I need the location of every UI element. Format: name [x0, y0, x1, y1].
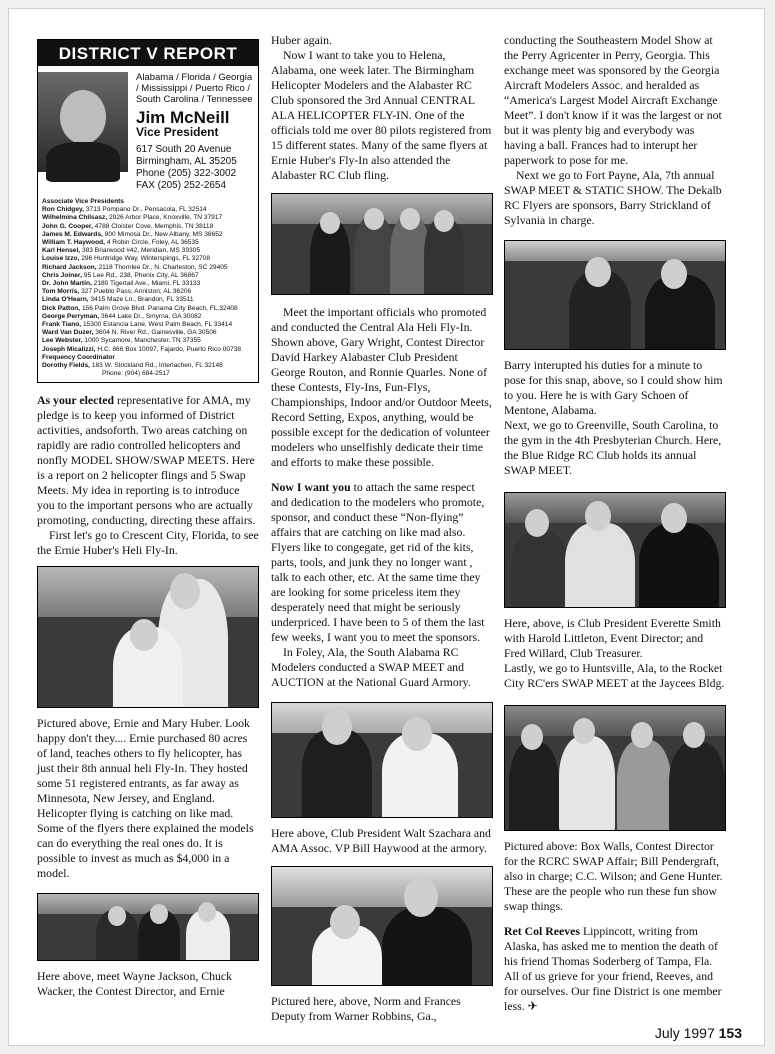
vp-phone: Phone (205) 322-3002 [136, 168, 237, 179]
paragraph-huntsville: Lastly, we go to Huntsville, Ala, to the Rocket City RC'ers SWAP MEET at the Jaycees Bldg. [504, 661, 725, 690]
associate-entry: Karl Hensel, 383 Briarwood #42, Meridian, MS 39305 [42, 247, 200, 255]
associate-list [38, 196, 258, 378]
caption-jackson: Here above, meet Wayne Jackson, Chuck Wacker, the Contest Director, and Ernie [37, 969, 233, 999]
caption-walls: Pictured above: Box Walls, Contest Director for the RCRC SWAP Affair; Bill Pendergraft, also in charge; C.C. Wilson; and Gene Hunter. These are the people who run these fun show swap things. [504, 839, 723, 913]
district-report-box [37, 39, 259, 383]
associate-entry: Frank Tiano, 15300 Estancia Lane, West Palm Beach, FL 33414 [42, 321, 233, 329]
paragraph-respect: Now I want you to attach the same respect and dedication to the modelers who promote, sponsor, and conduct these “Non-flying” affairs that are catching on like mad also. Flyers like to congegate, get rid of the kits, parts, tools, and junk they no longer want , talk to each other, etc. At the same time they are looking for some priceless item they desperately need that might be seriously underpriced. I have been to 5 of them the last few weeks, I want you to meet the sponsors. [271, 480, 485, 644]
paragraph-crescent-city: First let's go to Crescent City, Florida, to see the Ernie Huber's Heli Fly-In. [37, 528, 259, 558]
caption-barry: Barry interupted his duties for a minute to pose for this snap, above, so I could show him to you. Here he is with Gary Schoen of Mentone, Alabama. [504, 358, 723, 417]
district-states: Alabama / Florida / Georgia / Mississippi / Puerto Rico / South Carolina / Tennessee [136, 72, 253, 105]
frequency-heading: Frequency Coordinator [42, 353, 115, 361]
associate-entry: James M. Edwards, 800 Mimosa Dr., New Albany, MS 38652 [42, 230, 223, 238]
associate-entry: Wilhelmina Chilsasz, 2926 Arbor Place, Knoxville, TN 37917 [42, 214, 223, 222]
paragraph-helena: Now I want to take you to Helena, Alabama, one week later. The Birmingham Helicopter Modelers and the Alabaster RC Club sponsored the 3rd Annual CENTRAL ALA HELICOPTER FLY-IN. One of the officials told me over 80 pilots registered from 15 different states. Many of the same flyers at Ernie Huber's Fly-In also attended the Alabaster RC Club fling. [271, 48, 492, 182]
intro-paragraph: As your elected representative for AMA, my pledge is to keep you informed of District activities, andsoforth. Two areas catching on rapidly are radio controlled helicopters and nonfly MODEL SHOW/SWAP MEETS. Here is a report on 2 helicopter flings and 5 Swap Meets. My idea in reporting is to introduce you to the important persons who are actually promoting, conducting, directing these affairs. [37, 393, 256, 528]
paragraph-perry: conducting the Southeastern Model Show at the Perry Agricenter in Perry, Georgia. This exchange meet was sponsored by the Georgia Aircraft Modelers Assoc. and heralded as “America's Largest Model Aircraft Exchange Meet”. I don't know if it was the largest or not but it was plenty big and everybody was having a ball. Frances had to interupt her paperwork to pose for me. [504, 33, 722, 167]
district-banner: DISTRICT V REPORT [38, 40, 258, 66]
photo-jackson-wacker-huber [37, 893, 259, 961]
issue-date: July 1997 [654, 1025, 715, 1041]
associate-entry: Louise Izzo, 296 Huntridge Way, Winterspings, FL 32708 [42, 255, 210, 263]
caption-szachara: Here above, Club President Walt Szachara and AMA Assoc. VP Bill Haywood at the armory. [271, 826, 491, 855]
vp-address-line2: Birmingham, AL 35205 [136, 156, 237, 167]
column-1 [37, 39, 259, 999]
paragraph-foley: In Foley, Ala, the South Alabama RC Modelers conducted a SWAP MEET and AUCTION at the National Guard Armory. [271, 645, 471, 689]
vp-info [128, 72, 254, 192]
paragraph-fort-payne: Next we go to Fort Payne, Ala, 7th annual SWAP MEET & STATIC SHOW. The Dekalb RC Flyers are sponsors, Barry Strickland of Sylvania in charge. [504, 168, 722, 227]
associate-entry: Linda O'Hearn, 3415 Maze Ln., Brandon, FL 33511 [42, 296, 194, 304]
associate-entry: Tom Morris, 327 Pueblo Pass, Anniston, AL 36206 [42, 288, 192, 296]
vice-president-block [38, 66, 258, 196]
photo-szachara-haywood [271, 702, 493, 818]
photo-norm-frances-deputy [271, 866, 493, 986]
photo-smith-littleton-willard [504, 492, 726, 608]
column-3 [504, 33, 726, 1014]
associate-entry: Lee Webster, 1000 Sycamore, Manchester, TN 37355 [42, 337, 201, 345]
frequency-coordinator: Dorothy Fields, 183 W. Strickland Rd., Interlachen, FL 32148 [42, 362, 223, 370]
page-footer [655, 1025, 742, 1041]
associate-entry: Chris Joiner, 95 Lee Rd., 238, Phenix City, AL 36867 [42, 271, 199, 279]
paragraph-reeves: Ret Col Reeves Lippincott, writing from Alaska, has asked me to mention the death of his friend Thomas Soderberg of Tampa, Fla. All of us grieve for your friend, Reeves, and for ourselves. Our fine District is one member less. ✈ [504, 924, 722, 1013]
associate-entry: Dr. John Martin, 2180 Tigertail Ave., Miami, FL 33133 [42, 280, 201, 288]
vp-fax: FAX (205) 252-2654 [136, 180, 227, 191]
associate-entry: Ron Chidgey, 3713 Pompano Dr., Pensacola, FL 32514 [42, 206, 207, 214]
associate-entry: George Perryman, 3644 Lake Dr., Smyrna, GA 30082 [42, 312, 202, 320]
photo-strickland-schoen [504, 240, 726, 350]
vp-address-line1: 617 South 20 Avenue [136, 144, 232, 155]
associate-entry: Joseph Micalizzi, H.C. 866 Box 10097, Fajardo, Puerto Rico 00738 [42, 345, 242, 353]
photo-walls-pendergraft-wilson-hunter [504, 705, 726, 831]
associate-entry: John G. Cooper, 4788 Cloister Cove, Memphis, TN 38118 [42, 222, 214, 230]
frequency-phone: Phone: (904) 684-2517 [102, 370, 170, 378]
column-2 [271, 33, 493, 1024]
caption-huber: Pictured above, Ernie and Mary Huber. Look happy don't they.... Ernie purchased 80 acres of land, teaches others to fly helicopter, has just their 8th annual heli Fly-In. They hosted some 51 registered entrants, as far away as Minnesota, New Jersey, and England. Helicopter flying is catching on like mad. Some of the flyers there explained the models can do everything the real ones do. It is possible to invest as much as $4,000 in a model. [37, 716, 254, 881]
paragraph-officials: Meet the important officials who promoted and conducted the Central Ala Heli Fly-In. Shown above, Gary Wright, Contest Director David Harkey Alabaster Club President George Routon, and Ronnie Quarles. None of these Contests, Fly-Ins, Fun-Flys, Championships, Indoor and/or Outdoor Meets, Record Setting, Expos, anything, would be possible except for the dedication of volunteer modelers who unselfishly dedicate their time and efforts to make these possible. [271, 305, 492, 469]
associate-entry: Dick Patton, 156 Palm Grove Blvd. Panama City Beach, FL,32408 [42, 304, 238, 312]
associate-entry: Ward Van Duzer, 3604 N. River Rd., Gainesville, GA 30506 [42, 329, 217, 337]
associate-entry: William T. Haywood, 4 Robin Circle, Foley, AL 36535 [42, 239, 199, 247]
photo-central-ala-officials [271, 193, 493, 295]
caption-smith: Here, above, is Club President Everette Smith with Harold Littleton, Event Director; and Fred Willard, Club Treasurer. [504, 616, 721, 660]
associate-heading: Associate Vice Presidents [42, 198, 124, 205]
magazine-page [8, 8, 765, 1046]
vp-portrait-photo [38, 72, 128, 172]
associate-entry: Richard Jackson, 2118 Thornlee Dr., N. Charleston, SC 29405 [42, 263, 228, 271]
vp-title: Vice President [136, 125, 219, 139]
paragraph-greenville: Next, we go to Greenville, South Carolina, to the gym in the 4th Presbyterian Church. Here, the Blue Ridge RC Club holds its annual SWAP MEET. [504, 418, 722, 477]
photo-ernie-mary-huber [37, 566, 259, 708]
vp-name: Jim McNeill [136, 108, 230, 127]
page-number: 153 [718, 1025, 742, 1041]
paragraph-huber-again: Huber again. [271, 33, 332, 47]
caption-deputy: Pictured here, above, Norm and Frances Deputy from Warner Robbins, Ga., [271, 994, 461, 1023]
